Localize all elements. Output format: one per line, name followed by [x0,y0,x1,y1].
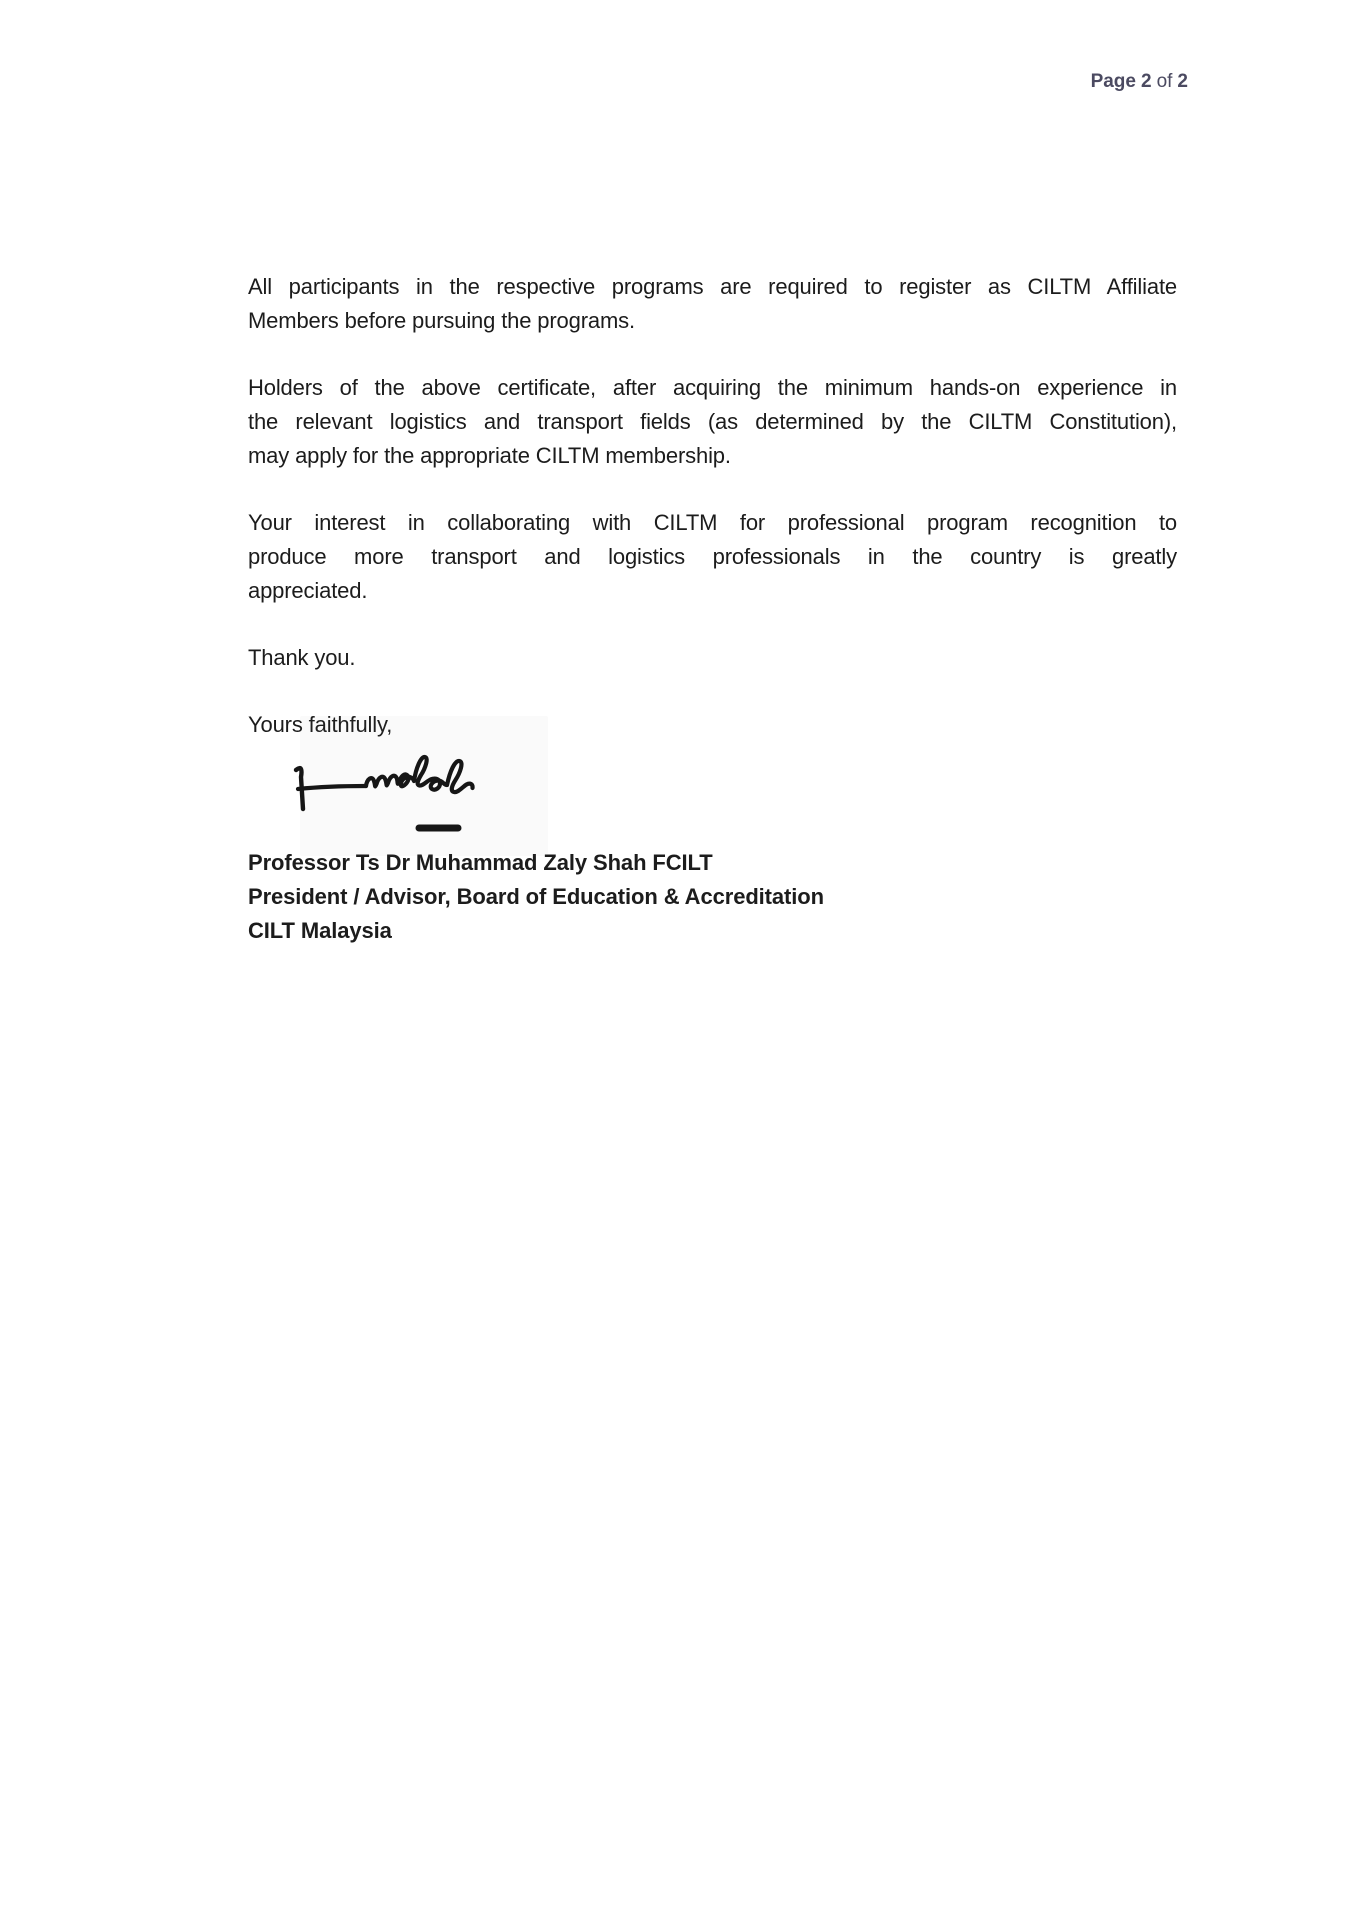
paragraph-line: Your interest in collaborating with CILTM for professional program recognition to [248,510,1177,535]
paragraph-line: may apply for the appropriate CILTM membership. [248,443,731,468]
signatory-organization: CILT Malaysia [248,918,392,943]
signatory-block [248,846,1177,948]
thank-you-line: Thank you. [248,645,356,670]
paragraph-line: produce more transport and logistics professionals in the country is greatly [248,544,1177,569]
paragraph-line: Holders of the above certificate, after acquiring the minimum hands-on experience in [248,375,1177,400]
paragraph [248,270,1177,338]
signature-image [293,746,553,846]
paragraph [248,506,1177,608]
paragraph-line: appreciated. [248,578,368,603]
paragraph [248,371,1177,473]
page-number-current: 2 [1140,71,1152,92]
valediction-line: Yours faithfully, [248,712,393,737]
letter-paragraphs [248,270,1177,608]
letter-body [248,270,1177,948]
signatory-title: President / Advisor, Board of Education & Accreditation [248,884,824,909]
page-number [1091,70,1188,94]
paragraph-line: All participants in the respective programs are required to register as CILTM Affiliate [248,274,1177,299]
paragraph-line: Members before pursuing the programs. [248,308,635,333]
page-number-word-page: Page [1090,71,1136,92]
paragraph-line: the relevant logistics and transport fields (as determined by the CILTM Constitution), [248,409,1177,434]
signature-ink-icon [293,746,553,846]
signatory-name: Professor Ts Dr Muhammad Zaly Shah FCILT [248,850,713,875]
page-number-total: 2 [1177,71,1188,92]
page-number-word-of: of [1156,71,1173,92]
